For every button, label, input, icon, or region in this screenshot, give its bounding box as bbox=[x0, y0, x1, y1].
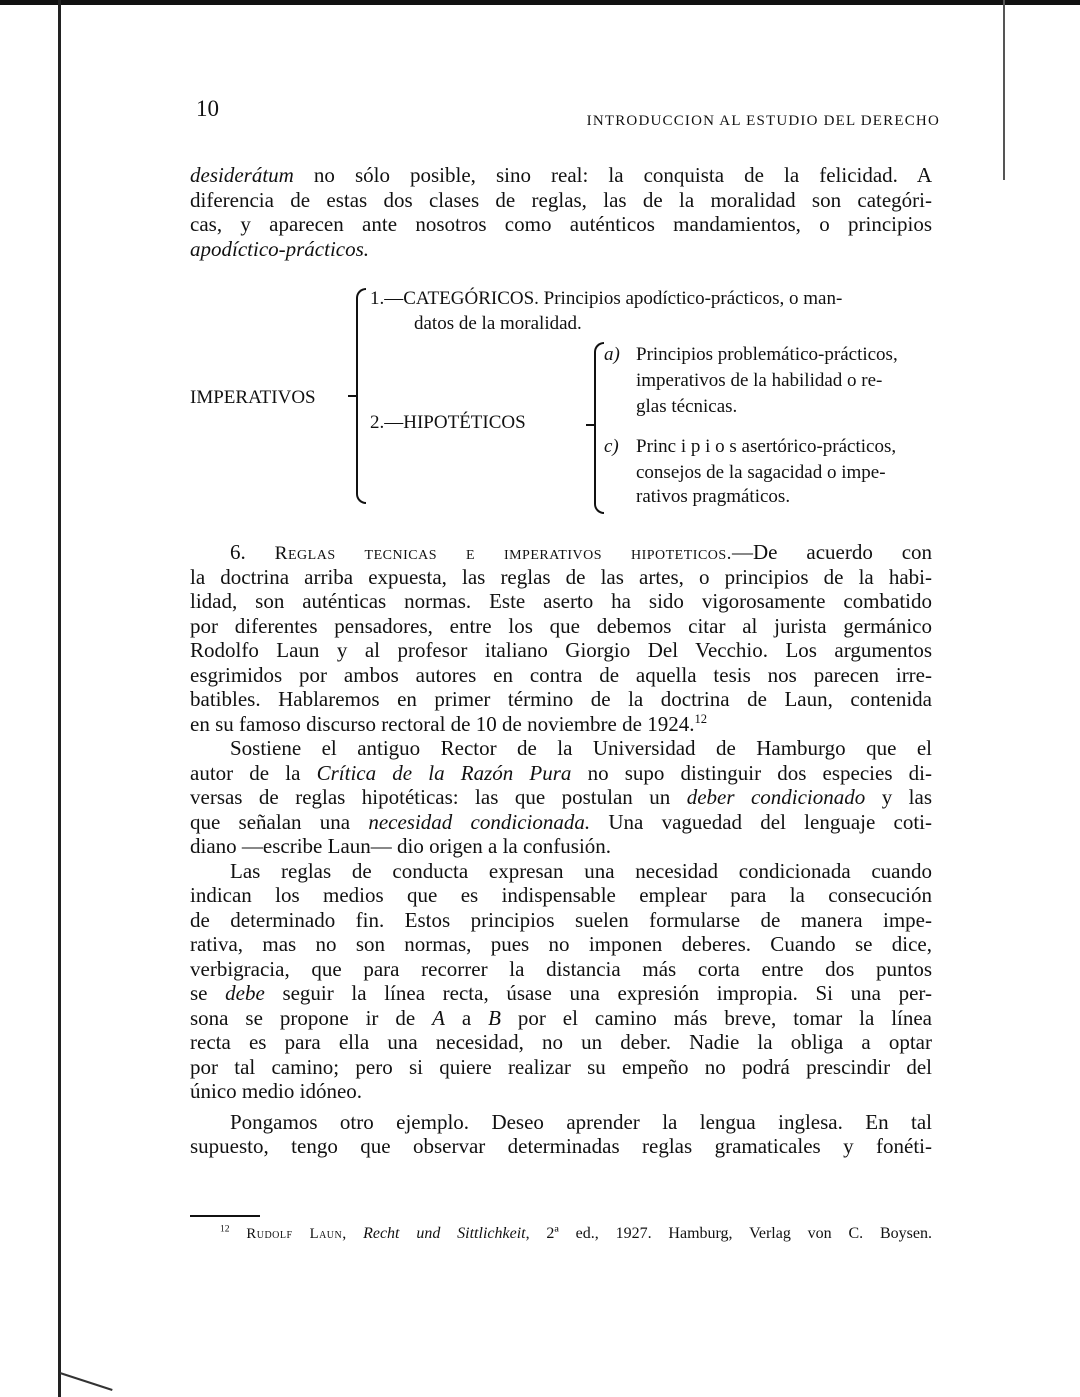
scheme-a-label: a) bbox=[604, 344, 620, 365]
brace-inner-tip bbox=[586, 424, 596, 426]
text-segment: en su famoso discurso rectoral de 10 de noviembre de 1924. bbox=[190, 711, 695, 736]
scheme-a-line3: glas técnicas. bbox=[636, 396, 738, 417]
text-segment: y las bbox=[865, 785, 932, 809]
text-line bbox=[190, 810, 932, 835]
text-segment: no sólo posible, sino real: la conquista de la felicidad. A bbox=[293, 163, 932, 187]
text-segment: por el camino más breve, tomar la línea bbox=[500, 1005, 933, 1030]
text-segment: —De acuerdo con bbox=[732, 540, 933, 564]
footnote-12 bbox=[220, 1225, 932, 1243]
scheme-a-line2: imperativos de la habilidad o re- bbox=[636, 370, 883, 391]
scheme-a-line1: Principios problemático-prácticos, bbox=[636, 344, 898, 365]
footnote-rule bbox=[190, 1215, 260, 1217]
text-segment: , 2ª ed., 1927. Hamburg, Verlag von C. Boysen. bbox=[525, 1225, 932, 1242]
text-segment: de determinado fin. Estos principios suelen formularse de manera impe- bbox=[190, 907, 932, 932]
footnote-marker: 12 bbox=[220, 1223, 230, 1235]
text-segment: recta es para ella una necesidad, no un deber. Nadie la obliga a optar bbox=[190, 1030, 932, 1054]
scheme-categoricos-line1: 1.—CATEGÓRICOS. Principios apodíctico-prácticos, o man- bbox=[370, 288, 843, 309]
text-line bbox=[190, 614, 932, 639]
text-segment: rativa, mas no son normas, pues no imponen deberes. Cuando se dice, bbox=[190, 932, 932, 956]
text-line bbox=[190, 1110, 932, 1135]
text-segment: Sostiene el antiguo Rector de la Universidad de Hamburgo que el bbox=[230, 736, 932, 760]
text-segment: deber condicionado bbox=[686, 785, 866, 809]
text-segment: esgrimidos por ambos autores en contra de aquella tesis nos parecen irre- bbox=[190, 662, 932, 687]
text-segment: Una vaguedad del lenguaje coti- bbox=[590, 809, 933, 834]
text-segment: se bbox=[190, 981, 226, 1005]
text-segment: a bbox=[444, 1005, 489, 1030]
page-number: 10 bbox=[196, 96, 219, 121]
text-segment: Reglas tecnicas e imperativos hipoteticos. bbox=[274, 543, 733, 564]
text-line bbox=[190, 589, 932, 614]
text-line bbox=[190, 540, 932, 565]
text-line bbox=[190, 736, 932, 761]
text-line bbox=[190, 908, 932, 933]
text-segment: sona se propone ir de bbox=[190, 1005, 433, 1030]
text-segment: Rodolfo Laun y al profesor italiano Giorgio Del Vecchio. Los argumentos bbox=[190, 638, 932, 662]
scheme-hipoteticos: 2.—HIPOTÉTICOS bbox=[370, 412, 526, 433]
text-line bbox=[190, 712, 932, 737]
text-line bbox=[190, 1030, 932, 1055]
text-segment: Pongamos otro ejemplo. Deseo aprender la lengua inglesa. En tal bbox=[230, 1109, 932, 1134]
scheme-c-line2: consejos de la sagacidad o impe- bbox=[636, 462, 886, 483]
imperatives-scheme bbox=[0, 0, 1080, 520]
text-line bbox=[190, 687, 932, 712]
text-segment bbox=[230, 1225, 247, 1242]
brace-outer-tip bbox=[348, 395, 358, 397]
text-line bbox=[190, 565, 932, 590]
section-6-body bbox=[190, 540, 932, 1159]
text-line bbox=[190, 957, 932, 982]
text-segment: indican los medios que es indispensable emplear para la consecución bbox=[190, 883, 932, 907]
text-line bbox=[190, 834, 932, 859]
scheme-c-line3: rativos pragmáticos. bbox=[636, 486, 791, 507]
text-segment: , bbox=[342, 1225, 364, 1242]
text-segment: diferencia de estas dos clases de reglas, las de la moralidad son categóri- bbox=[190, 187, 932, 212]
text-line bbox=[190, 1079, 932, 1104]
footnote-marker: 12 bbox=[694, 711, 708, 726]
text-segment: batibles. Hablaremos en primer término de la doctrina de Laun, contenida bbox=[190, 687, 932, 711]
text-segment: Rudolf Laun bbox=[246, 1226, 343, 1242]
text-segment: Crítica de la Razón Pura bbox=[316, 760, 572, 785]
text-segment: único medio idóneo. bbox=[190, 1079, 363, 1103]
text-line bbox=[190, 761, 932, 786]
running-title: INTRODUCCION AL ESTUDIO DEL DERECHO bbox=[586, 113, 940, 129]
scheme-root: IMPERATIVOS bbox=[190, 387, 316, 408]
brace-inner bbox=[594, 342, 604, 514]
text-segment: por tal camino; pero si quiere realizar su empeño no podrá prescindir del bbox=[190, 1054, 932, 1079]
text-segment: A bbox=[432, 1005, 445, 1030]
text-segment: necesidad condicionada. bbox=[368, 809, 591, 834]
text-line bbox=[190, 981, 932, 1006]
text-segment: verbigracia, que para recorrer la distancia más corta entre dos puntos bbox=[190, 956, 932, 981]
scheme-c-label: c) bbox=[604, 436, 619, 457]
text-line bbox=[190, 785, 932, 810]
text-line bbox=[190, 1055, 932, 1080]
text-segment: diano —escribe Laun— dio origen a la confusión. bbox=[190, 834, 612, 858]
text-segment: lidad, son auténticas normas. Este aserto ha sido vigorosamente combatido bbox=[190, 589, 932, 613]
text-segment: 6. bbox=[230, 540, 275, 564]
text-segment: Recht und Sittlichkeit bbox=[363, 1225, 526, 1242]
text-segment: versas de reglas hipotéticas: las que postulan un bbox=[190, 785, 687, 809]
text-line bbox=[190, 859, 932, 884]
text-line bbox=[190, 883, 932, 908]
text-line bbox=[190, 1134, 932, 1159]
text-segment: la doctrina arriba expuesta, las reglas de las artes, o principios de la habi- bbox=[190, 564, 932, 589]
text-segment: B bbox=[488, 1005, 501, 1030]
text-line bbox=[190, 1006, 932, 1031]
scan-corner-mark bbox=[60, 1372, 113, 1391]
text-segment: desiderátum bbox=[190, 163, 294, 187]
text-segment: Las reglas de conducta expresan una necesidad condicionada cuando bbox=[230, 858, 932, 883]
scheme-c-line1: Princ i p i o s asertórico-prácticos, bbox=[636, 436, 897, 457]
text-segment: no supo distinguir dos especies di- bbox=[571, 760, 932, 785]
text-segment: apodíctico-prácticos. bbox=[190, 236, 370, 261]
text-line bbox=[190, 932, 932, 957]
text-line bbox=[190, 638, 932, 663]
text-line bbox=[190, 663, 932, 688]
text-segment: cas, y aparecen ante nosotros como auténticos mandamientos, o principios bbox=[190, 212, 932, 236]
text-segment: autor de la bbox=[190, 760, 317, 785]
text-segment: debe bbox=[225, 981, 265, 1005]
scheme-categoricos-line2: datos de la moralidad. bbox=[414, 313, 582, 334]
text-segment: supuesto, tengo que observar determinadas reglas gramaticales y fonéti- bbox=[190, 1134, 932, 1158]
text-segment: por diferentes pensadores, entre los que debemos citar al jurista germánico bbox=[190, 613, 932, 638]
text-segment: seguir la línea recta, úsase una expresión impropia. Si una per- bbox=[264, 981, 932, 1005]
text-segment: que señalan una bbox=[190, 809, 369, 834]
